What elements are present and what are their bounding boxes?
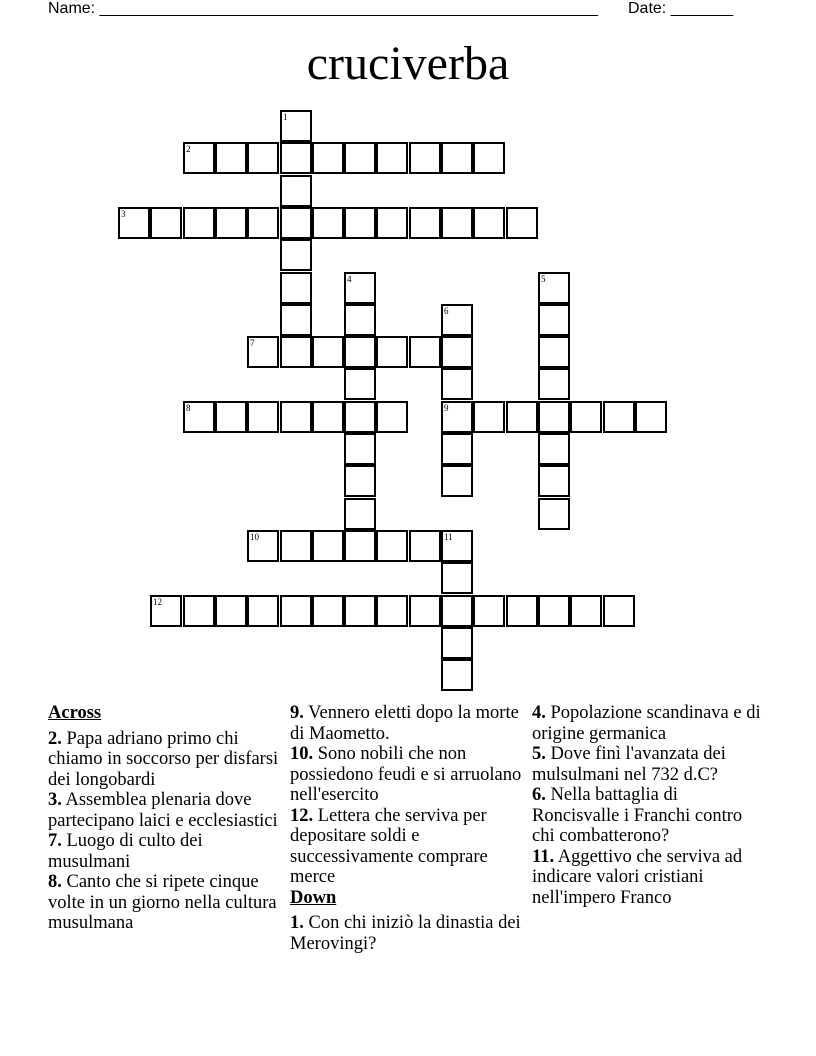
cell-number: 7 — [250, 338, 255, 348]
clue-text: Dove finì l'avanzata dei mulsulmani nel 732 d.C? — [532, 744, 726, 785]
date-field-label: Date: _______ — [628, 0, 733, 17]
clues-column-2 — [290, 703, 522, 954]
crossword-cell[interactable] — [441, 659, 473, 691]
clue-text: Nella battaglia di Roncisvalle i Franchi contro chi combatterono? — [532, 785, 743, 846]
clue-number: 12. — [290, 805, 314, 826]
page-title: cruciverba — [306, 37, 510, 90]
crossword-cell[interactable] — [538, 401, 570, 433]
crossword-cell[interactable] — [441, 595, 473, 627]
crossword-cell[interactable] — [441, 368, 473, 400]
clue-across-3 — [48, 790, 280, 831]
clue-text: Con chi iniziò la dinastia dei Merovingi? — [290, 913, 521, 954]
crossword-cell[interactable] — [344, 498, 376, 530]
crossword-cell[interactable] — [344, 207, 376, 239]
crossword-cell[interactable] — [603, 401, 635, 433]
cell-number: 3 — [121, 209, 126, 219]
crossword-cell[interactable] — [409, 530, 441, 562]
clue-number: 6. — [532, 785, 546, 805]
clue-number: 7. — [48, 831, 62, 851]
crossword-cell[interactable] — [183, 207, 215, 239]
crossword-cell[interactable] — [570, 595, 602, 627]
crossword-cell[interactable] — [473, 142, 505, 174]
crossword-cell[interactable] — [441, 304, 473, 336]
cell-number: 8 — [186, 403, 191, 413]
crossword-cell[interactable] — [280, 110, 312, 142]
clue-down-11 — [532, 847, 768, 909]
cell-number: 1 — [283, 112, 288, 122]
crossword-cell[interactable] — [376, 207, 408, 239]
clue-number: 11. — [532, 846, 555, 867]
cell-number: 9 — [444, 403, 449, 413]
crossword-cell[interactable] — [280, 272, 312, 304]
crossword-cell[interactable] — [344, 142, 376, 174]
crossword-cell[interactable] — [506, 401, 538, 433]
clue-across-8 — [48, 872, 280, 934]
clue-text: Lettera che serviva per depositare soldi e successivamente comprare merce — [290, 805, 488, 887]
crossword-cell[interactable] — [344, 368, 376, 400]
name-field-label: Name: ________________________________________________________ — [48, 0, 598, 17]
clue-text: Luogo di culto dei musulmani — [48, 831, 203, 872]
crossword-cell[interactable] — [344, 401, 376, 433]
crossword-cell[interactable] — [473, 401, 505, 433]
cell-number: 4 — [347, 274, 352, 284]
cell-number: 10 — [250, 532, 259, 542]
crossword-cell[interactable] — [312, 595, 344, 627]
crossword-cell[interactable] — [280, 207, 312, 239]
crossword-cell[interactable] — [280, 304, 312, 336]
crossword-cell[interactable] — [247, 595, 279, 627]
crossword-cell[interactable] — [344, 595, 376, 627]
clue-text: Aggettivo che serviva ad indicare valori cristiani nell'impero Franco — [532, 846, 743, 908]
crossword-cell[interactable] — [441, 465, 473, 497]
clues-column-1 — [48, 703, 280, 934]
crossword-cell[interactable] — [344, 304, 376, 336]
cell-number: 6 — [444, 306, 449, 316]
cell-number: 5 — [541, 274, 546, 284]
clue-number: 2. — [48, 728, 62, 749]
crossword-cell[interactable] — [538, 336, 570, 368]
crossword-cell[interactable] — [538, 368, 570, 400]
clue-number: 10. — [290, 744, 314, 764]
crossword-cell[interactable] — [473, 207, 505, 239]
crossword-cell[interactable] — [344, 465, 376, 497]
crossword-cell[interactable] — [538, 272, 570, 304]
clue-text: Popolazione scandinava e di origine germanica — [532, 703, 761, 744]
crossword-cell[interactable] — [344, 272, 376, 304]
cell-number: 12 — [153, 597, 162, 607]
crossword-cell[interactable] — [280, 595, 312, 627]
clue-number: 5. — [532, 744, 546, 764]
clue-number: 4. — [532, 703, 546, 723]
crossword-cell[interactable] — [183, 401, 215, 433]
crossword-cell[interactable] — [183, 595, 215, 627]
crossword-cell[interactable] — [409, 595, 441, 627]
crossword-cell[interactable] — [441, 627, 473, 659]
crossword-cell[interactable] — [344, 336, 376, 368]
crossword-cell[interactable] — [280, 401, 312, 433]
crossword-cell[interactable] — [473, 595, 505, 627]
crossword-cell[interactable] — [247, 336, 279, 368]
crossword-cell[interactable] — [538, 465, 570, 497]
crossword-cell[interactable] — [312, 401, 344, 433]
clue-across-12 — [290, 806, 522, 888]
down-heading: Down — [290, 887, 337, 908]
crossword-cell[interactable] — [538, 433, 570, 465]
crossword-cell[interactable] — [441, 433, 473, 465]
clue-number: 3. — [48, 790, 62, 810]
crossword-cell[interactable] — [280, 239, 312, 271]
crossword-cell[interactable] — [570, 401, 602, 433]
crossword-cell[interactable] — [280, 142, 312, 174]
crossword-cell[interactable] — [247, 530, 279, 562]
clue-across-9 — [290, 703, 522, 744]
crossword-cell[interactable] — [118, 207, 150, 239]
crossword-cell[interactable] — [215, 595, 247, 627]
clue-text: Assemblea plenaria dove partecipano laici e ecclesiastici — [48, 790, 278, 831]
clue-number: 8. — [48, 872, 62, 892]
clue-down-6 — [532, 785, 768, 847]
crossword-cell[interactable] — [635, 401, 667, 433]
clue-across-7 — [48, 831, 280, 872]
crossword-cell[interactable] — [312, 207, 344, 239]
crossword-cell[interactable] — [538, 304, 570, 336]
crossword-cell[interactable] — [376, 142, 408, 174]
crossword-cell[interactable] — [376, 401, 408, 433]
crossword-cell[interactable] — [376, 595, 408, 627]
crossword-cell[interactable] — [183, 142, 215, 174]
crossword-cell[interactable] — [441, 336, 473, 368]
crossword-cell[interactable] — [215, 142, 247, 174]
crossword-cell[interactable] — [376, 336, 408, 368]
crossword-cell[interactable] — [441, 401, 473, 433]
crossword-cell[interactable] — [409, 207, 441, 239]
crossword-cell[interactable] — [506, 207, 538, 239]
clue-number: 9. — [290, 703, 304, 723]
crossword-cell[interactable] — [441, 562, 473, 594]
crossword-cell[interactable] — [409, 142, 441, 174]
crossword-cell[interactable] — [215, 401, 247, 433]
crossword-cell[interactable] — [150, 207, 182, 239]
crossword-cell[interactable] — [150, 595, 182, 627]
crossword-cell[interactable] — [376, 530, 408, 562]
crossword-cell[interactable] — [409, 336, 441, 368]
crossword-cell[interactable] — [247, 207, 279, 239]
clue-text: Sono nobili che non possiedono feudi e si arruolano nell'esercito — [290, 744, 522, 805]
crossword-cell[interactable] — [215, 207, 247, 239]
crossword-cell[interactable] — [312, 530, 344, 562]
crossword-cell[interactable] — [506, 595, 538, 627]
clues-column-3 — [532, 703, 768, 908]
cell-number: 11 — [444, 532, 453, 542]
clue-across-10 — [290, 744, 522, 806]
crossword-cell[interactable] — [538, 595, 570, 627]
crossword-cell[interactable] — [280, 336, 312, 368]
crossword-cell[interactable] — [247, 401, 279, 433]
crossword-cell[interactable] — [312, 142, 344, 174]
clue-text: Vennero eletti dopo la morte di Maometto. — [290, 703, 519, 744]
crossword-cell[interactable] — [538, 498, 570, 530]
cell-number: 2 — [186, 144, 191, 154]
clue-down-4 — [532, 703, 768, 744]
crossword-cell[interactable] — [441, 530, 473, 562]
crossword-cell[interactable] — [344, 433, 376, 465]
clue-down-1 — [290, 913, 522, 954]
crossword-cell[interactable] — [312, 336, 344, 368]
clue-down-5 — [532, 744, 768, 785]
crossword-cell[interactable] — [344, 530, 376, 562]
crossword-cell[interactable] — [441, 207, 473, 239]
crossword-cell[interactable] — [603, 595, 635, 627]
clue-across-2 — [48, 729, 280, 791]
clue-text: Papa adriano primo chi chiamo in soccorso per disfarsi dei longobardi — [48, 728, 279, 790]
crossword-cell[interactable] — [280, 175, 312, 207]
across-heading: Across — [48, 703, 102, 723]
crossword-cell[interactable] — [441, 142, 473, 174]
crossword-cell[interactable] — [247, 142, 279, 174]
clue-text: Canto che si ripete cinque volte in un giorno nella cultura musulmana — [48, 872, 277, 933]
clue-number: 1. — [290, 913, 304, 933]
crossword-cell[interactable] — [280, 530, 312, 562]
